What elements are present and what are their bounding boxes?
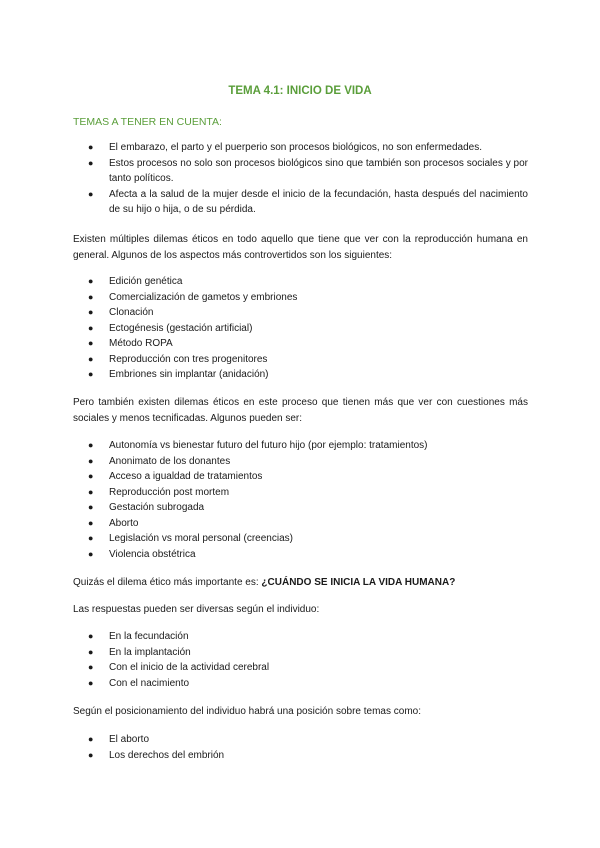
bullet-icon: ● [88,338,94,348]
list-item [73,469,528,485]
bullet-icon: ● [88,486,94,497]
list-item-text: Reproducción post mortem [109,486,230,498]
list-item-text: Gestación subrogada [109,502,205,513]
list-item-text: Autonomía vs bienestar futuro del futuro hijo (por ejemplo: tratamientos) [109,440,428,451]
social-dilemmas-list [73,438,528,562]
list-item [73,500,528,516]
paragraph-positioning: Según el posicionamiento del individuo habrá una posición sobre temas como: [73,706,421,717]
list-item [73,352,528,368]
list-item-text: En la fecundación [109,631,189,642]
bullet-icon: ● [88,307,94,317]
paragraph-answers-intro: Las respuestas pueden ser diversas según el individuo: [73,604,320,615]
paragraph-social-dilemmas: Pero también existen dilemas éticos en este proceso que tienen más que ver con cuestiones más sociales y menos tecnificadas. Algunos pueden ser: [73,397,528,424]
list-item-text: En la implantación [109,646,191,658]
list-item [73,454,528,470]
list-item [73,367,528,383]
list-item-text: Estos procesos no solo son procesos biológicos sino que también son procesos sociales y por tanto políticos. [109,157,528,184]
list-item-text: Afecta a la salud de la mujer desde el inicio de la fecundación, hasta después del nacimiento de su hijo o hija, o de su pérdida. [109,188,528,215]
bullet-icon: ● [88,440,94,450]
bullet-icon: ● [88,646,94,657]
bullet-icon: ● [88,471,94,481]
bullet-icon: ● [88,533,94,543]
bullet-icon: ● [88,369,94,379]
bullet-icon: ● [88,276,94,286]
list-item-text: El aborto [109,734,150,745]
list-item [73,485,528,501]
paragraph-key-question [73,575,528,591]
bullet-icon: ● [88,188,94,199]
list-item [73,732,528,748]
list-item-text: Comercialización de gametos y embriones [109,291,298,303]
list-item [73,676,528,692]
list-item [73,187,528,218]
list-item-text: Con el inicio de la actividad cerebral [109,662,270,673]
bullet-icon: ● [88,631,94,641]
list-item [73,547,528,563]
bullet-icon: ● [88,353,94,364]
related-topics-list [73,732,528,763]
list-item-text: Aborto [109,517,139,529]
list-item-text: Ectogénesis (gestación artificial) [109,322,253,334]
list-item [73,305,528,321]
bullet-icon: ● [88,734,94,744]
paragraph-dilemmas-intro: Existen múltiples dilemas éticos en todo aquello que tiene que ver con la reproducción humana en general. Algunos de los aspectos más controvertidos son los siguientes: [73,234,528,261]
list-item-text: Clonación [109,307,154,318]
list-item [73,438,528,454]
bullet-icon: ● [88,677,94,688]
list-item-text: Método ROPA [109,338,173,349]
list-item-text: Reproducción con tres progenitores [109,353,268,365]
bullet-icon: ● [88,502,94,512]
list-item [73,748,528,764]
list-item [73,336,528,352]
list-item [73,645,528,661]
controversial-aspects-list [73,274,528,383]
page-title: TEMA 4.1: INICIO DE VIDA [228,85,372,97]
bullet-icon: ● [88,749,94,760]
bullet-icon: ● [88,157,94,168]
list-item-text: Los derechos del embrión [109,749,225,761]
list-item [73,156,528,187]
key-question-bold: ¿CUÁNDO SE INICIA LA VIDA HUMANA? [261,577,456,588]
list-item [73,321,528,337]
list-item [73,660,528,676]
list-item [73,140,528,156]
bullet-icon: ● [88,662,94,672]
list-item-text: Con el nacimiento [109,677,190,689]
bullet-icon: ● [88,455,94,466]
list-item [73,629,528,645]
list-item-text: Anonimato de los donantes [109,455,231,467]
list-item-text: Acceso a igualdad de tratamientos [109,471,263,482]
list-item [73,274,528,290]
bullet-icon: ● [88,548,94,559]
bullet-icon: ● [88,142,94,152]
section-subtitle: TEMAS A TENER EN CUENTA: [73,116,222,128]
list-item [73,516,528,532]
list-item-text: Edición genética [109,276,183,287]
considerations-list [73,140,528,218]
list-item [73,290,528,306]
key-question-prefix: Quizás el dilema ético más importante es: [73,577,262,588]
list-item-text: Violencia obstétrica [109,548,196,560]
bullet-icon: ● [88,517,94,528]
list-item-text: Embriones sin implantar (anidación) [109,369,269,380]
list-item-text: Legislación vs moral personal (creencias) [109,533,293,544]
life-start-answers-list [73,629,528,691]
list-item [73,531,528,547]
bullet-icon: ● [88,322,94,333]
bullet-icon: ● [88,291,94,302]
list-item-text: El embarazo, el parto y el puerperio son procesos biológicos, no son enfermedades. [109,142,482,153]
